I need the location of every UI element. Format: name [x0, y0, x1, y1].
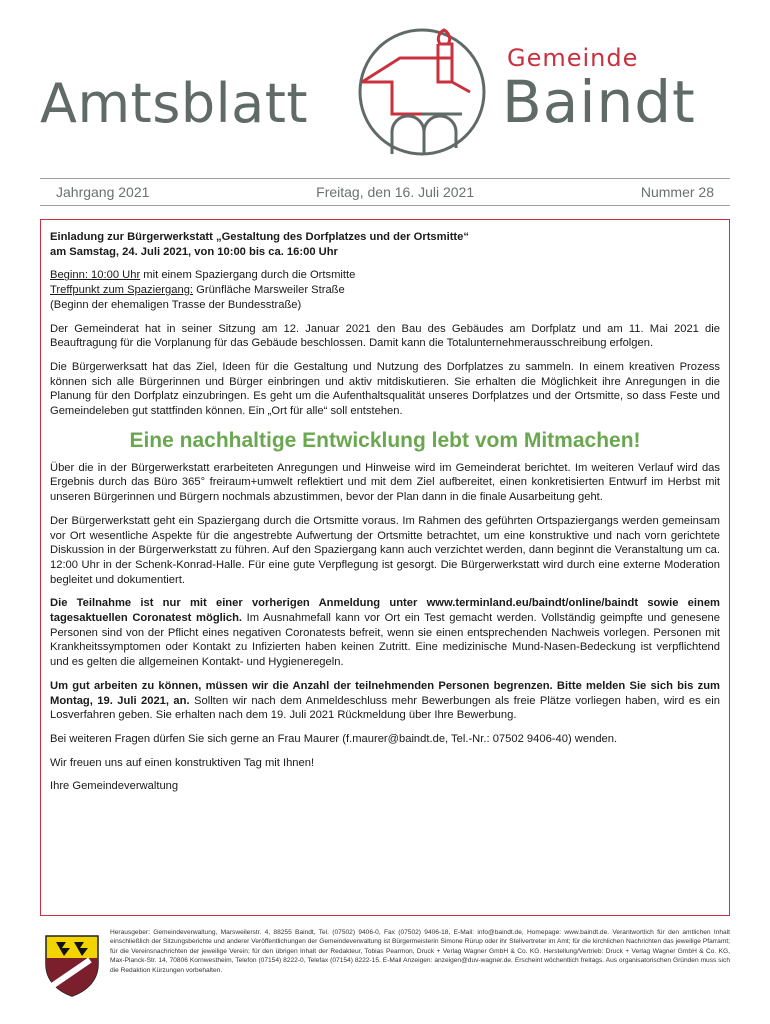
gemeinde-label: Gemeinde	[507, 44, 639, 72]
treffpunkt-text: Grünfläche Marsweiler Straße	[193, 284, 345, 297]
masthead-title: Amtsblatt	[40, 72, 309, 135]
article-box	[40, 219, 730, 916]
lead-line-2: am Samstag, 24. Juli 2021, von 10:00 bis ca. 16:00 Uhr	[50, 245, 338, 258]
paragraph-4: Der Bürgerwerkstatt geht ein Spaziergang durch die Ortsmitte voraus. Im Rahmen des geführten Ortspaziergangs werden gemeinsam vor Ort wesentliche Aspekte für die angestrebte Aufwertung der Ortsmitte betrachtet, um eine konstruktive und nach vorn gerichtete Diskussion in der Bürgerwerkstatt zu führen. Auf den Spaziergang kann auch verzichtet werden, dann beginnt die Veranstaltung um ca. 12:00 Uhr in der Schenk-Konrad-Halle. Für eine gute Verpflegung ist gesorgt. Die Bürgerwerkstatt wird durch eine externe Moderation begleitet und dokumentiert.	[50, 514, 720, 586]
paragraph-3: Über die in der Bürgerwerkstatt erarbeiteten Anregungen und Hinweise wird im Gemeinderat berichtet. Im weiteren Verlauf wird das Ergebnis durch das Büro 365° freiraum+umwelt reflektiert und mit dem Ziel aufbereitet, einen konkretisierten Entwurf im Herbst mit unseren Bürgerinnen und Bürgern nochmals abzustimmen, bevor der Plan dann in die finale Ausarbeitung geht.	[50, 461, 720, 504]
paragraph-6-text: Sollten wir nach dem Anmeldeschluss mehr Bewerbungen als freie Plätze vorliegen haben, wird es ein Losverfahren geben. Sie erhalten nach dem 19. Juli 2021 Rückmeldung über Ihre Bewerbung.	[50, 694, 720, 722]
meeting-details	[50, 268, 720, 312]
issue-number: Nummer 28	[640, 184, 714, 200]
lead-line-1: Einladung zur Bürgerwerkstatt „Gestaltung des Dorfplatzes und der Ortsmitte“	[50, 231, 469, 243]
masthead	[0, 0, 770, 175]
church-village-logo-icon	[352, 22, 492, 162]
jahrgang: Jahrgang 2021	[56, 184, 150, 200]
paragraph-5-text: Im Ausnahmefall kann vor Ort ein Test gemacht werden. Vollständig geimpfte und genesene Personen sind von der Pflicht eines negativen Coronatests befreit, wenn sie einen entsprechenden Nachweis vorlegen. Personen mit Krankheitssymptomen oder Kontakt zu Infizierten haben keinen Zutritt. Eine medizinische Mund-Nasen-Bedeckung ist verpflichtend und es gelten die allgemeinen Kontakt- und Hygieneregeln.	[50, 612, 720, 669]
footer	[40, 928, 730, 998]
paragraph-9: Ihre Gemeindeverwaltung	[50, 780, 179, 793]
paragraph-5	[50, 596, 720, 670]
paragraph-1: Der Gemeinderat hat in seiner Sitzung am 12. Januar 2021 den Bau des Gebäudes am Dorfplatz und am 11. Mai 2021 die Beauftragung für die Vorplanung für das Gebäude beschlossen. Damit kann die Totalunternehmerausschreibung erfolgen.	[50, 322, 720, 350]
article-headline: Eine nachhaltige Entwicklung lebt vom Mitmachen!	[129, 428, 641, 452]
paragraph-6	[50, 679, 720, 723]
article-lead	[50, 230, 720, 259]
treffpunkt-label: Treffpunkt zum Spaziergang:	[50, 284, 194, 297]
treffpunkt-note: (Beginn der ehemaligen Trasse der Bundesstraße)	[50, 298, 302, 311]
gemeinde-name: Baindt	[502, 68, 696, 136]
beginn-text: mit einem Spaziergang durch die Ortsmitte	[140, 269, 356, 282]
beginn-label: Beginn: 10:00 Uhr	[50, 269, 141, 282]
paragraph-8: Wir freuen uns auf einen konstruktiven Tag mit Ihnen!	[50, 756, 315, 769]
paragraph-5-bold: Die Teilnahme ist nur mit einer vorherigen Anmeldung unter www.terminland.eu/baindt/online/baindt sowie einem tagesaktuellen Coronatest möglich.	[50, 597, 720, 625]
paragraph-2: Die Bürgerwerksatt hat das Ziel, Ideen für die Gestaltung und Nutzung des Dorfplatzes zu sammeln. In einem kreativen Prozess können sich alle Bürgerinnen und Bürger einbringen und aktiv mitdiskutieren. Sie erhalten die Möglichkeit ihre Anregungen in die Planung für den Dorfplatz einzubringen. Es geht um die Aufenthaltsqualität unseres Dorfplatzes und der Ortsmitte, so dass Feste und Gemeindeleben gut stattfinden können. Ein „Ort für alle“ soll entstehen.	[50, 360, 720, 418]
coat-of-arms-icon	[44, 934, 100, 998]
paragraph-7: Bei weiteren Fragen dürfen Sie sich gerne an Frau Maurer (f.maurer@baindt.de, Tel.-Nr.: 07502 9406-40) wenden.	[50, 732, 618, 745]
paragraph-6-bold: Um gut arbeiten zu können, müssen wir die Anzahl der teilnehmenden Personen begrenzen. Bitte melden Sie sich bis zum Montag, 19. Juli 2021, an.	[50, 679, 720, 707]
issue-date: Freitag, den 16. Juli 2021	[316, 184, 475, 200]
impressum: Herausgeber: Gemeindeverwaltung, Marsweilerstr. 4, 88255 Baindt, Tel. (07502) 9406-0, Fax (07502) 9406-18, E-Mail: info@baindt.de, Homepage: www.baindt.de. Verantwortlich für den amtlichen Inhalt einschließlich der Sitzungsberichte und anderer Veröffentlichungen der Gemeindeverwaltung ist Bürgermeisterin Simone Rürup oder ihr Stellvertreter im Amt; für die kirchlichen Nachrichten das jeweilige Pfarramt; für die Vereinsnachrichten der jeweilige Verein; für den übrigen Inhalt der Redakteur, Tobias Pearmon, Druck + Verlag Wagner GmbH & Co. KG. Herstellung/Vertrieb: Druck + Verlag Wagner GmbH & Co. KG, Max-Planck-Str. 14, 70806 Kornwestheim, Telefon (07154) 8222-0, Telefax (07154) 8222-15. E-Mail Anzeigen: anzeigen@duv-wagner.de. Erscheint wöchentlich freitags. Aus organisatorischen Gründen muss sich die Redaktion Kürzungen vorbehalten.	[110, 929, 730, 974]
issue-info-bar	[40, 178, 730, 206]
